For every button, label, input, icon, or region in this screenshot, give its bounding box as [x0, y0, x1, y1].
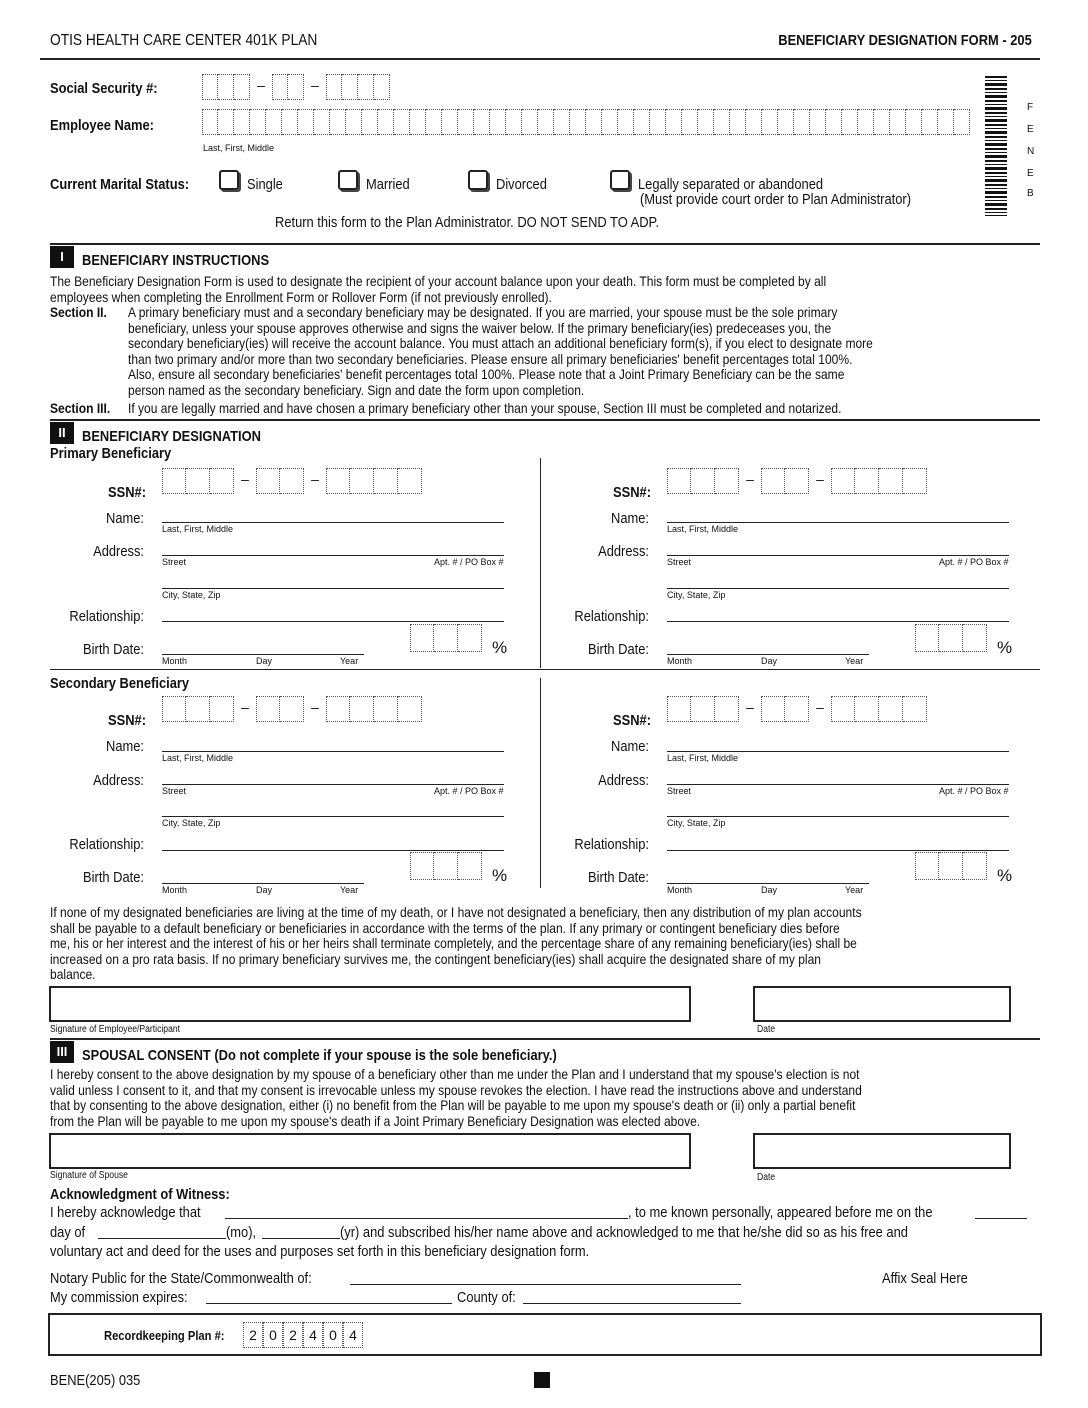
- secondary-beneficiary-1: [0, 688, 540, 898]
- recordkeeping-label: Recordkeeping Plan #:: [104, 1328, 225, 1343]
- section2-ref-text: A primary beneficiary must and a secondary beneficiary may be designated. If you are married, your spouse must be the sole primary beneficiary, unless your spouse approves otherwise and signs the waiver below. If the primary beneficiary(ies) predeceases you, the secondary beneficiary(ies) will receive the account balance. You must attach an additional beneficiary form(s), if you elect to designate more than two primary and/or more than two secondary beneficiaries. Please ensure all primary beneficiaries' benefit percentages total 100%. Also, ensure all secondary beneficiaries' benefit percentages total 100%. Please note that a Joint Primary Beneficiary can be the same person named as the secondary beneficiary. Sign and date the form upon completion.: [128, 304, 873, 398]
- relationship-label: Relationship:: [69, 836, 144, 853]
- name-input[interactable]: [667, 522, 1009, 523]
- divorced-label: Divorced: [496, 176, 547, 193]
- name-hint: Last, First, Middle: [667, 524, 739, 534]
- percent-input[interactable]: [915, 852, 987, 880]
- birth-date-input[interactable]: [162, 883, 364, 884]
- street-hint: Street: [162, 786, 187, 796]
- street-input[interactable]: [162, 784, 504, 785]
- plan-digit: 4: [343, 1322, 363, 1348]
- relationship-label: Relationship:: [574, 836, 649, 853]
- apt-hint: Apt. # / PO Box #: [434, 557, 504, 567]
- witness-year-input[interactable]: [262, 1238, 340, 1239]
- spouse-date-box[interactable]: [753, 1133, 1011, 1169]
- single-label: Single: [247, 176, 283, 193]
- city-hint: City, State, Zip: [667, 818, 726, 828]
- apt-hint: Apt. # / PO Box #: [939, 557, 1009, 567]
- commission-label: My commission expires:: [50, 1289, 188, 1306]
- section2-title: BENEFICIARY DESIGNATION: [82, 428, 261, 445]
- percent-sign: %: [492, 866, 508, 885]
- relationship-label: Relationship:: [574, 608, 649, 625]
- ssn-label: SSN#:: [612, 484, 651, 501]
- employee-ssn-input[interactable]: – –: [202, 74, 390, 100]
- day-hint: Day: [761, 885, 778, 895]
- witness-line2-dayof: day of: [50, 1224, 86, 1241]
- county-input[interactable]: [523, 1303, 741, 1304]
- witness-line1-end: , to me known personally, appeared before me on the: [628, 1204, 933, 1221]
- street-input[interactable]: [667, 555, 1009, 556]
- section3-ref-label: Section III.: [50, 400, 111, 416]
- percent-sign: %: [997, 866, 1013, 885]
- plan-digit: 0: [263, 1322, 283, 1348]
- street-hint: Street: [162, 557, 187, 567]
- percent-input[interactable]: [410, 852, 482, 880]
- barcode-letter: F: [1027, 102, 1034, 113]
- affix-seal-label: Affix Seal Here: [882, 1270, 968, 1287]
- primary-bottom-rule: [50, 669, 1040, 670]
- secondary-title: Secondary Beneficiary: [50, 675, 190, 692]
- instructions-intro: The Beneficiary Designation Form is used to designate the recipient of your account balance upon your death. This form must be completed by all employees when completing the Enrollment Form or Rollover Form (if not previously enrolled).: [50, 273, 827, 305]
- birth-date-label: Birth Date:: [83, 641, 144, 658]
- apt-hint: Apt. # / PO Box #: [434, 786, 504, 796]
- ssn-label: Social Security #:: [50, 80, 158, 97]
- year-hint: Year: [845, 885, 864, 895]
- recordkeeping-digits: [243, 1322, 363, 1348]
- city-input[interactable]: [667, 588, 1009, 589]
- day-hint: Day: [256, 656, 273, 666]
- witness-line1-start: I hereby acknowledge that: [50, 1204, 201, 1221]
- employee-name-label: Employee Name:: [50, 117, 154, 134]
- witness-line2-mo: (mo),: [226, 1224, 257, 1241]
- name-label: Name:: [610, 510, 649, 527]
- relationship-input[interactable]: [667, 850, 1009, 851]
- relationship-input[interactable]: [162, 850, 504, 851]
- plan-digit: 0: [323, 1322, 343, 1348]
- plan-digit: 2: [283, 1322, 303, 1348]
- name-label: Name:: [610, 738, 649, 755]
- employee-signature-box[interactable]: [49, 986, 691, 1022]
- section1-rule: [50, 243, 1040, 245]
- separated-label: Legally separated or abandoned: [638, 176, 824, 193]
- primary-beneficiary-2: [505, 458, 1045, 668]
- section1-numeral: I: [50, 246, 74, 268]
- name-label: Name:: [105, 738, 144, 755]
- ssn-input[interactable]: – –: [162, 468, 422, 494]
- plan-digit: 2: [243, 1322, 263, 1348]
- name-hint: Last, First, Middle: [667, 753, 739, 763]
- barcode-letter: B: [1027, 188, 1034, 199]
- primary-title: Primary Beneficiary: [50, 445, 172, 462]
- day-hint: Day: [761, 656, 778, 666]
- name-input[interactable]: [162, 522, 504, 523]
- witness-line3: voluntary act and deed for the uses and purposes set forth in this beneficiary designation form.: [50, 1243, 590, 1260]
- married-label: Married: [366, 176, 410, 193]
- year-hint: Year: [340, 656, 359, 666]
- city-hint: City, State, Zip: [667, 590, 726, 600]
- section1-title: BENEFICIARY INSTRUCTIONS: [82, 252, 270, 269]
- address-label: Address:: [93, 543, 144, 560]
- percent-input[interactable]: [410, 624, 482, 652]
- ssn-label: SSN#:: [107, 712, 146, 729]
- witness-title: Acknowledgment of Witness:: [50, 1186, 230, 1203]
- plan-digit: 4: [303, 1322, 323, 1348]
- city-hint: City, State, Zip: [162, 590, 221, 600]
- percent-sign: %: [492, 638, 508, 657]
- return-note: Return this form to the Plan Administrator. DO NOT SEND TO ADP.: [275, 214, 660, 231]
- employee-name-hint: Last, First, Middle: [203, 143, 275, 153]
- percent-input[interactable]: [915, 624, 987, 652]
- employee-signature-label: Signature of Employee/Participant: [50, 1024, 181, 1035]
- ssn-input[interactable]: – –: [162, 696, 422, 722]
- form-title: BENEFICIARY DESIGNATION FORM - 205: [778, 32, 1032, 49]
- plan-name: OTIS HEALTH CARE CENTER 401K PLAN: [50, 32, 318, 49]
- barcode-letter: E: [1027, 124, 1034, 135]
- street-input[interactable]: [667, 784, 1009, 785]
- city-input[interactable]: [667, 816, 1009, 817]
- employee-date-box[interactable]: [753, 986, 1011, 1022]
- barcode: [985, 76, 1013, 216]
- separated-note: (Must provide court order to Plan Administrator): [640, 191, 912, 208]
- day-hint: Day: [256, 885, 273, 895]
- name-label: Name:: [105, 510, 144, 527]
- registration-mark: [534, 1372, 550, 1388]
- year-hint: Year: [340, 885, 359, 895]
- section2-ref-label: Section II.: [50, 304, 107, 320]
- month-hint: Month: [667, 885, 693, 895]
- spouse-signature-box[interactable]: [49, 1133, 691, 1169]
- witness-day-input[interactable]: [975, 1218, 1027, 1219]
- barcode-letter: N: [1027, 146, 1035, 157]
- name-hint: Last, First, Middle: [162, 524, 234, 534]
- notary-label: Notary Public for the State/Commonwealth of:: [50, 1270, 312, 1287]
- default-beneficiary-text: If none of my designated beneficiaries are living at the time of my death, or I have not designated a beneficiary, then any distribution of my plan accounts shall be payable to a default beneficiary or beneficiaries in accordance with the terms of the plan. If any primary or contingent beneficiary dies before me, his or her interest and the interest of his or her heirs shall terminate completely, and the percentage share of any remaining beneficiary(ies) shall be increased on a pro rata basis. If no primary beneficiary survives me, the contingent beneficiary(ies) shall acquire the designated share of my plan balance.: [50, 904, 862, 982]
- section3-rule: [50, 1038, 1040, 1040]
- barcode-letter: E: [1027, 168, 1034, 179]
- witness-person-input[interactable]: [225, 1218, 628, 1219]
- month-hint: Month: [162, 656, 188, 666]
- birth-date-input[interactable]: [667, 883, 869, 884]
- witness-month-input[interactable]: [98, 1238, 226, 1239]
- name-hint: Last, First, Middle: [162, 753, 234, 763]
- month-hint: Month: [162, 885, 188, 895]
- primary-beneficiary-1: [0, 458, 540, 668]
- relationship-label: Relationship:: [69, 608, 144, 625]
- ssn-input[interactable]: – –: [667, 696, 927, 722]
- apt-hint: Apt. # / PO Box #: [939, 786, 1009, 796]
- employee-name-input[interactable]: [202, 109, 970, 135]
- street-hint: Street: [667, 786, 692, 796]
- ssn-label: SSN#:: [612, 712, 651, 729]
- street-hint: Street: [667, 557, 692, 567]
- form-code: BENE(205) 035: [50, 1372, 141, 1389]
- birth-date-label: Birth Date:: [588, 869, 649, 886]
- month-hint: Month: [667, 656, 693, 666]
- address-label: Address:: [598, 543, 649, 560]
- street-input[interactable]: [162, 555, 504, 556]
- birth-date-label: Birth Date:: [83, 869, 144, 886]
- birth-date-label: Birth Date:: [588, 641, 649, 658]
- birth-date-input[interactable]: [667, 654, 869, 655]
- married-checkbox[interactable]: [338, 170, 358, 190]
- name-input[interactable]: [162, 751, 504, 752]
- name-input[interactable]: [667, 751, 1009, 752]
- header-rule: [40, 58, 1040, 60]
- section2-numeral: II: [50, 422, 74, 444]
- section3-ref-text: If you are legally married and have chosen a primary beneficiary other than your spouse, Section III must be completed and notarized.: [128, 400, 842, 416]
- address-label: Address:: [93, 772, 144, 789]
- city-hint: City, State, Zip: [162, 818, 221, 828]
- commission-input[interactable]: [206, 1303, 452, 1304]
- section3-title: SPOUSAL CONSENT (Do not complete if your spouse is the sole beneficiary.): [82, 1047, 557, 1064]
- section2-rule: [50, 419, 1040, 421]
- county-label: County of:: [457, 1289, 516, 1306]
- section3-numeral: III: [50, 1041, 74, 1063]
- marital-status-label: Current Marital Status:: [50, 176, 190, 193]
- employee-date-label: Date: [757, 1024, 776, 1035]
- single-checkbox[interactable]: [219, 170, 239, 190]
- spouse-date-label: Date: [757, 1172, 776, 1183]
- city-input[interactable]: [162, 588, 504, 589]
- relationship-input[interactable]: [667, 621, 1009, 622]
- secondary-beneficiary-2: [505, 688, 1045, 898]
- separated-checkbox[interactable]: [610, 170, 630, 190]
- year-hint: Year: [845, 656, 864, 666]
- divorced-checkbox[interactable]: [468, 170, 488, 190]
- ssn-input[interactable]: – –: [667, 468, 927, 494]
- witness-line2-rest: (yr) and subscribed his/her name above and acknowledged to me that he/she did so as his free and: [340, 1224, 908, 1241]
- percent-sign: %: [997, 638, 1013, 657]
- relationship-input[interactable]: [162, 621, 504, 622]
- address-label: Address:: [598, 772, 649, 789]
- spouse-signature-label: Signature of Spouse: [50, 1170, 128, 1181]
- ssn-label: SSN#:: [107, 484, 146, 501]
- spousal-consent-text: I hereby consent to the above designation by my spouse of a beneficiary other than me under the Plan and I understand that my spouse's election is not valid unless I consent to it, and that my consent is irrevocable unless my spouse revokes the election. I have read the instructions above and understand that by consenting to the above designation, either (i) no benefit from the Plan will be payable to me upon my spouse's death or (ii) only a partial benefit from the Plan will be payable to me upon my spouse's death if a Joint Primary Beneficiary Designation was elected above.: [50, 1066, 862, 1129]
- city-input[interactable]: [162, 816, 504, 817]
- birth-date-input[interactable]: [162, 654, 364, 655]
- notary-state-input[interactable]: [350, 1284, 741, 1285]
